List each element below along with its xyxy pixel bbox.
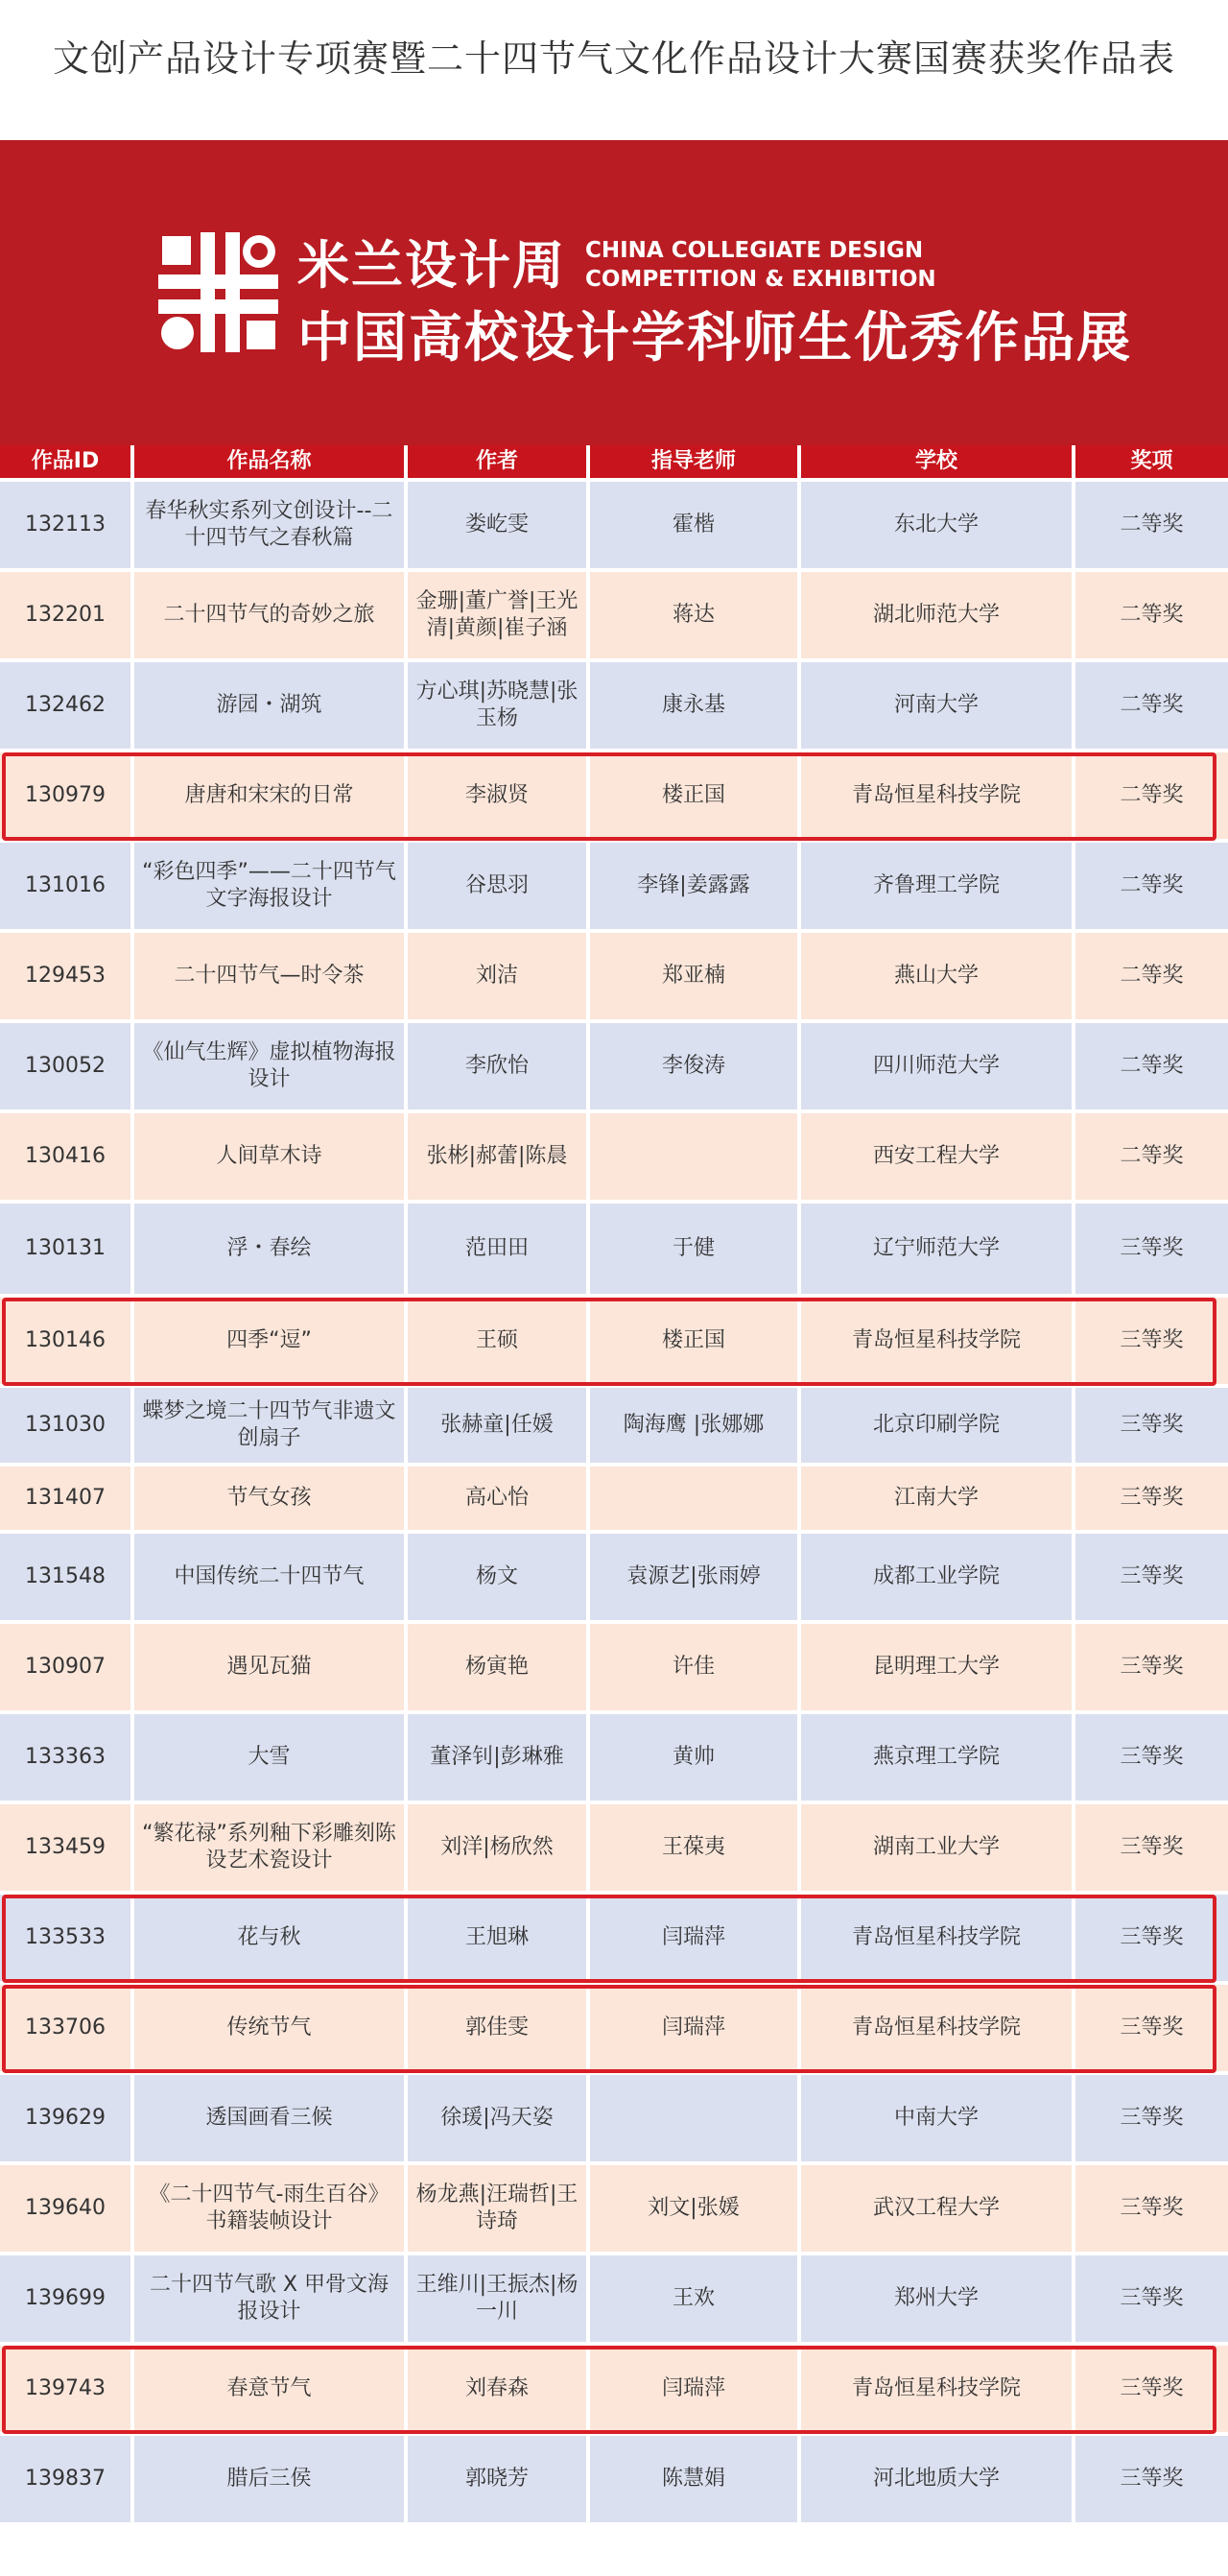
cell-id: 132113 bbox=[0, 482, 134, 572]
table-row bbox=[0, 482, 1228, 572]
cell-award: 三等奖 bbox=[1075, 1624, 1228, 1714]
brand-en bbox=[585, 236, 936, 294]
cell-award: 三等奖 bbox=[1075, 1298, 1228, 1388]
cell-id: 139640 bbox=[0, 2165, 134, 2255]
cell-advisor: 闫瑞萍 bbox=[590, 2346, 801, 2436]
cell-name: 二十四节气—时令茶 bbox=[134, 933, 408, 1023]
cell-name: 遇见瓦猫 bbox=[134, 1624, 408, 1714]
cell-advisor: 王葆夷 bbox=[590, 1804, 801, 1895]
cell-name: 中国传统二十四节气 bbox=[134, 1534, 408, 1624]
cell-author: 李欣怡 bbox=[408, 1023, 590, 1113]
cell-name: 人间草木诗 bbox=[134, 1113, 408, 1204]
cell-id: 130131 bbox=[0, 1204, 134, 1298]
cell-school: 西安工程大学 bbox=[801, 1113, 1075, 1204]
table-row bbox=[0, 1023, 1228, 1113]
cell-name: 春华秋实系列文创设计--二十四节气之春秋篇 bbox=[134, 482, 408, 572]
cell-school: 河南大学 bbox=[801, 662, 1075, 752]
cell-school: 四川师范大学 bbox=[801, 1023, 1075, 1113]
cell-school: 中南大学 bbox=[801, 2075, 1075, 2165]
cell-award: 二等奖 bbox=[1075, 482, 1228, 572]
cell-award: 三等奖 bbox=[1075, 1534, 1228, 1624]
cell-advisor: 黄帅 bbox=[590, 1714, 801, 1804]
banner bbox=[0, 140, 1228, 445]
cell-advisor bbox=[590, 2075, 801, 2165]
cell-school: 青岛恒星科技学院 bbox=[801, 1985, 1075, 2075]
cell-school: 河北地质大学 bbox=[801, 2436, 1075, 2526]
cell-school: 燕山大学 bbox=[801, 933, 1075, 1023]
header-name: 作品名称 bbox=[134, 445, 408, 482]
cell-name: 蝶梦之境二十四节气非遗文创扇子 bbox=[134, 1388, 408, 1467]
cell-award: 三等奖 bbox=[1075, 1467, 1228, 1534]
table-row bbox=[0, 1985, 1228, 2075]
cell-school: 青岛恒星科技学院 bbox=[801, 752, 1075, 843]
cell-advisor: 陈慧娟 bbox=[590, 2436, 801, 2526]
cell-author: 娄屹雯 bbox=[408, 482, 590, 572]
cell-id: 133533 bbox=[0, 1895, 134, 1985]
cell-advisor: 蒋达 bbox=[590, 572, 801, 662]
cell-school: 成都工业学院 bbox=[801, 1534, 1075, 1624]
cell-award: 三等奖 bbox=[1075, 1714, 1228, 1804]
cell-author: 谷思羽 bbox=[408, 843, 590, 933]
cell-award: 二等奖 bbox=[1075, 572, 1228, 662]
table-row bbox=[0, 1467, 1228, 1534]
cell-id: 131016 bbox=[0, 843, 134, 933]
header-school: 学校 bbox=[801, 445, 1075, 482]
cell-name: 大雪 bbox=[134, 1714, 408, 1804]
table-row bbox=[0, 1298, 1228, 1388]
table-row bbox=[0, 1113, 1228, 1204]
cell-id: 133706 bbox=[0, 1985, 134, 2075]
cell-school: 昆明理工大学 bbox=[801, 1624, 1075, 1714]
brand-en-line2: COMPETITION & EXHIBITION bbox=[585, 267, 936, 292]
cell-author: 刘洋|杨欣然 bbox=[408, 1804, 590, 1895]
cell-author: 董泽钊|彭琳雅 bbox=[408, 1714, 590, 1804]
cell-id: 130052 bbox=[0, 1023, 134, 1113]
cell-id: 139629 bbox=[0, 2075, 134, 2165]
cell-id: 131548 bbox=[0, 1534, 134, 1624]
cell-award: 二等奖 bbox=[1075, 843, 1228, 933]
cell-advisor: 楼正国 bbox=[590, 1298, 801, 1388]
cell-advisor: 康永基 bbox=[590, 662, 801, 752]
cell-author: 王旭琳 bbox=[408, 1895, 590, 1985]
cell-author: 王维川|王振杰|杨一川 bbox=[408, 2255, 590, 2346]
cell-name: 二十四节气的奇妙之旅 bbox=[134, 572, 408, 662]
cell-advisor: 于健 bbox=[590, 1204, 801, 1298]
cell-id: 129453 bbox=[0, 933, 134, 1023]
design-week-logo-icon bbox=[158, 232, 278, 352]
table-row bbox=[0, 2346, 1228, 2436]
cell-school: 湖北师范大学 bbox=[801, 572, 1075, 662]
cell-id: 139837 bbox=[0, 2436, 134, 2526]
cell-id: 131030 bbox=[0, 1388, 134, 1467]
cell-school: 燕京理工学院 bbox=[801, 1714, 1075, 1804]
cell-name: 花与秋 bbox=[134, 1895, 408, 1985]
table-row bbox=[0, 1624, 1228, 1714]
cell-author: 王硕 bbox=[408, 1298, 590, 1388]
cell-id: 132201 bbox=[0, 572, 134, 662]
cell-school: 青岛恒星科技学院 bbox=[801, 1298, 1075, 1388]
cell-name: 游园・湖筑 bbox=[134, 662, 408, 752]
brand-cn: 米兰设计周 bbox=[297, 235, 566, 296]
table-row bbox=[0, 2436, 1228, 2526]
cell-name: 节气女孩 bbox=[134, 1467, 408, 1534]
table-row bbox=[0, 752, 1228, 843]
cell-school: 江南大学 bbox=[801, 1467, 1075, 1534]
cell-school: 北京印刷学院 bbox=[801, 1388, 1075, 1467]
cell-name: 透国画看三候 bbox=[134, 2075, 408, 2165]
cell-id: 130416 bbox=[0, 1113, 134, 1204]
cell-id: 130146 bbox=[0, 1298, 134, 1388]
cell-school: 齐鲁理工学院 bbox=[801, 843, 1075, 933]
cell-author: 李淑贤 bbox=[408, 752, 590, 843]
table-row bbox=[0, 662, 1228, 752]
cell-award: 三等奖 bbox=[1075, 2075, 1228, 2165]
cell-award: 二等奖 bbox=[1075, 1023, 1228, 1113]
cell-advisor: 郑亚楠 bbox=[590, 933, 801, 1023]
table-row bbox=[0, 572, 1228, 662]
cell-award: 三等奖 bbox=[1075, 1804, 1228, 1895]
cell-author: 杨文 bbox=[408, 1534, 590, 1624]
table-row bbox=[0, 2165, 1228, 2255]
cell-author: 刘洁 bbox=[408, 933, 590, 1023]
cell-award: 三等奖 bbox=[1075, 1985, 1228, 2075]
cell-advisor: 楼正国 bbox=[590, 752, 801, 843]
cell-advisor: 刘文|张媛 bbox=[590, 2165, 801, 2255]
cell-name: 传统节气 bbox=[134, 1985, 408, 2075]
cell-name: 春意节气 bbox=[134, 2346, 408, 2436]
cell-award: 三等奖 bbox=[1075, 1895, 1228, 1985]
cell-author: 杨寅艳 bbox=[408, 1624, 590, 1714]
cell-author: 郭佳雯 bbox=[408, 1985, 590, 2075]
cell-advisor: 陶海鹰 |张娜娜 bbox=[590, 1388, 801, 1467]
cell-award: 二等奖 bbox=[1075, 1113, 1228, 1204]
cell-advisor: 闫瑞萍 bbox=[590, 1895, 801, 1985]
table-header-row bbox=[0, 445, 1228, 482]
cell-school: 辽宁师范大学 bbox=[801, 1204, 1075, 1298]
table-row bbox=[0, 1804, 1228, 1895]
table-body bbox=[0, 482, 1228, 2526]
cell-advisor: 李俊涛 bbox=[590, 1023, 801, 1113]
cell-advisor: 李锋|姜露露 bbox=[590, 843, 801, 933]
cell-award: 三等奖 bbox=[1075, 2346, 1228, 2436]
cell-name: 四季“逗” bbox=[134, 1298, 408, 1388]
table-row bbox=[0, 1895, 1228, 1985]
cell-author: 刘春森 bbox=[408, 2346, 590, 2436]
page-title: 文创产品设计专项赛暨二十四节气文化作品设计大赛国赛获奖作品表 bbox=[52, 37, 1175, 80]
cell-award: 二等奖 bbox=[1075, 662, 1228, 752]
cell-author: 徐瑗|冯天姿 bbox=[408, 2075, 590, 2165]
table-row bbox=[0, 2255, 1228, 2346]
cell-advisor: 袁源艺|张雨婷 bbox=[590, 1534, 801, 1624]
cell-author: 张彬|郝蕾|陈晨 bbox=[408, 1113, 590, 1204]
cell-name: 《二十四节气-雨生百谷》书籍装帧设计 bbox=[134, 2165, 408, 2255]
header-id: 作品ID bbox=[0, 445, 134, 482]
cell-school: 青岛恒星科技学院 bbox=[801, 1895, 1075, 1985]
cell-award: 三等奖 bbox=[1075, 1204, 1228, 1298]
cell-id: 133459 bbox=[0, 1804, 134, 1895]
cell-id: 133363 bbox=[0, 1714, 134, 1804]
cell-name: 二十四节气歌 X 甲骨文海报设计 bbox=[134, 2255, 408, 2346]
cell-school: 东北大学 bbox=[801, 482, 1075, 572]
table-row bbox=[0, 843, 1228, 933]
table-row bbox=[0, 2075, 1228, 2165]
brand-en-line1: CHINA COLLEGIATE DESIGN bbox=[585, 238, 924, 263]
cell-advisor bbox=[590, 1113, 801, 1204]
brand-subtitle: 中国高校设计学科师生优秀作品展 bbox=[297, 307, 1132, 370]
cell-author: 方心琪|苏晓慧|张玉杨 bbox=[408, 662, 590, 752]
cell-advisor: 许佳 bbox=[590, 1624, 801, 1714]
cell-id: 130979 bbox=[0, 752, 134, 843]
cell-school: 湖南工业大学 bbox=[801, 1804, 1075, 1895]
cell-name: “彩色四季”——二十四节气文字海报设计 bbox=[134, 843, 408, 933]
cell-award: 三等奖 bbox=[1075, 2436, 1228, 2526]
cell-school: 青岛恒星科技学院 bbox=[801, 2346, 1075, 2436]
cell-name: “繁花禄”系列釉下彩雕刻陈设艺术瓷设计 bbox=[134, 1804, 408, 1895]
cell-name: 《仙气生辉》虚拟植物海报设计 bbox=[134, 1023, 408, 1113]
cell-award: 三等奖 bbox=[1075, 2255, 1228, 2346]
table-row bbox=[0, 1388, 1228, 1467]
cell-id: 130907 bbox=[0, 1624, 134, 1714]
cell-author: 张赫童|任媛 bbox=[408, 1388, 590, 1467]
cell-author: 杨龙燕|汪瑞哲|王诗琦 bbox=[408, 2165, 590, 2255]
cell-author: 郭晓芳 bbox=[408, 2436, 590, 2526]
awards-table bbox=[0, 445, 1228, 2526]
cell-id: 139743 bbox=[0, 2346, 134, 2436]
table-row bbox=[0, 933, 1228, 1023]
cell-award: 二等奖 bbox=[1075, 933, 1228, 1023]
cell-name: 浮・春绘 bbox=[134, 1204, 408, 1298]
table-row bbox=[0, 1204, 1228, 1298]
cell-school: 郑州大学 bbox=[801, 2255, 1075, 2346]
cell-award: 三等奖 bbox=[1075, 2165, 1228, 2255]
cell-author: 高心怡 bbox=[408, 1467, 590, 1534]
cell-id: 131407 bbox=[0, 1467, 134, 1534]
cell-author: 范田田 bbox=[408, 1204, 590, 1298]
cell-award: 二等奖 bbox=[1075, 752, 1228, 843]
cell-id: 132462 bbox=[0, 662, 134, 752]
table-row bbox=[0, 1534, 1228, 1624]
header-advisor: 指导老师 bbox=[590, 445, 801, 482]
cell-advisor bbox=[590, 1467, 801, 1534]
cell-name: 唐唐和宋宋的日常 bbox=[134, 752, 408, 843]
table-row bbox=[0, 1714, 1228, 1804]
cell-author: 金珊|董广誉|王光清|黄颜|崔子涵 bbox=[408, 572, 590, 662]
cell-school: 武汉工程大学 bbox=[801, 2165, 1075, 2255]
cell-advisor: 闫瑞萍 bbox=[590, 1985, 801, 2075]
cell-advisor: 霍楷 bbox=[590, 482, 801, 572]
cell-name: 腊后三侯 bbox=[134, 2436, 408, 2526]
cell-id: 139699 bbox=[0, 2255, 134, 2346]
header-author: 作者 bbox=[408, 445, 590, 482]
cell-advisor: 王欢 bbox=[590, 2255, 801, 2346]
header-award: 奖项 bbox=[1075, 445, 1228, 482]
cell-award: 三等奖 bbox=[1075, 1388, 1228, 1467]
